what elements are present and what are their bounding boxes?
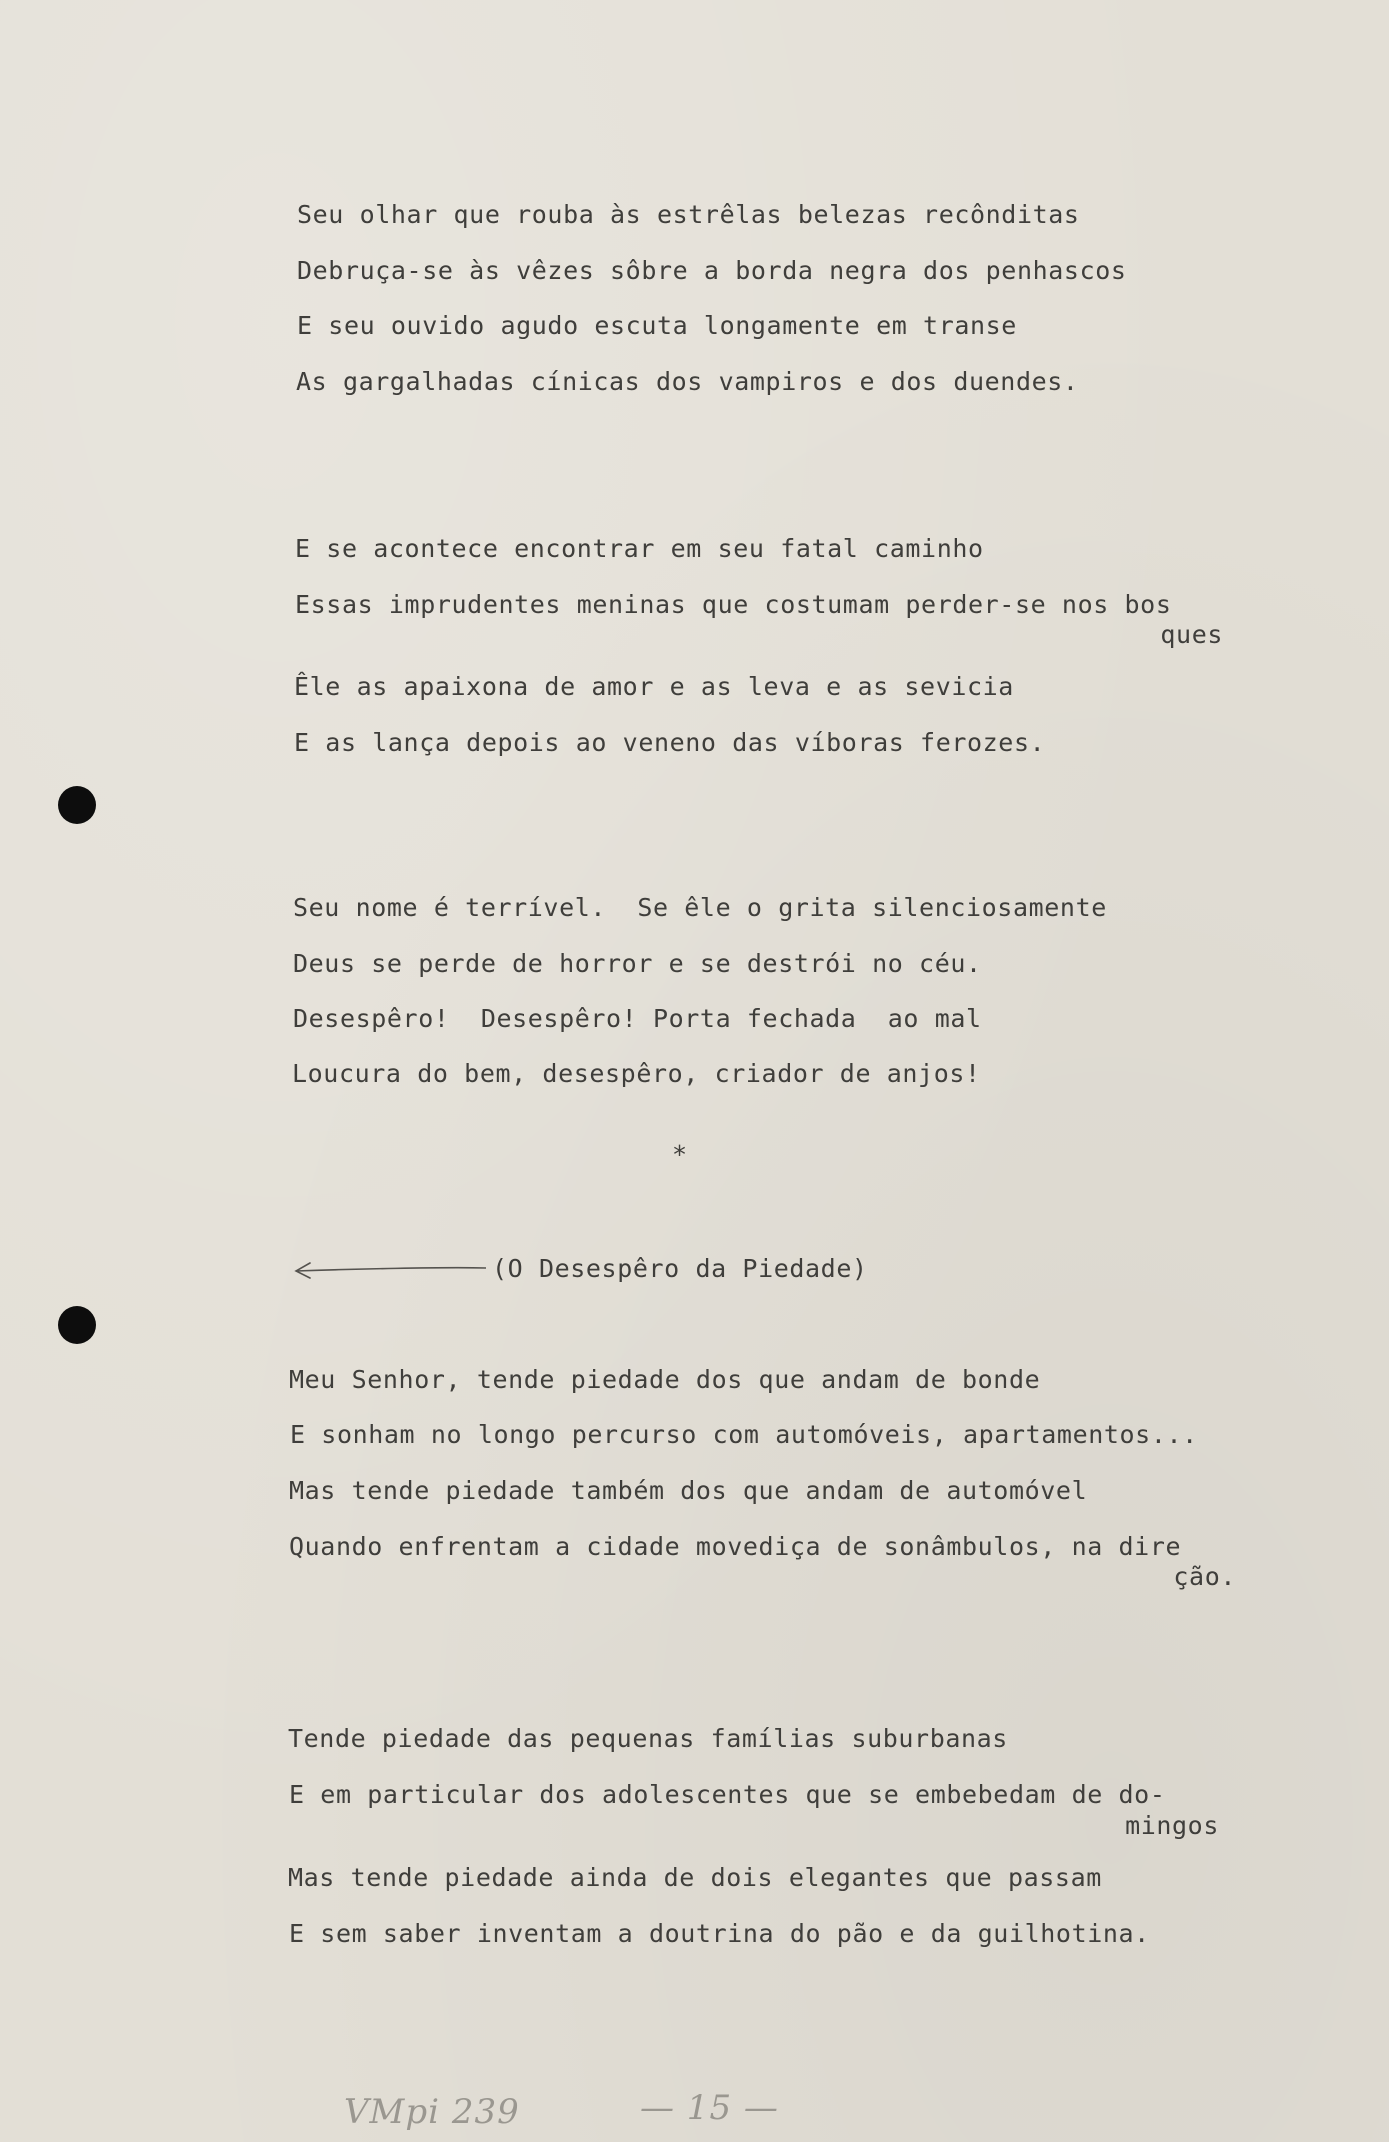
stanza5-line4: E sem saber inventam a doutrina do pão e da guilhotina. [289, 1919, 1150, 1948]
stanza2-line4: E as lança depois ao veneno das víboras ferozes. [294, 728, 1046, 757]
stanza3-line2: Deus se perde de horror e se destrói no céu. [293, 949, 982, 978]
stanza1-line1: Seu olhar que rouba às estrêlas belezas recônditas [297, 200, 1080, 229]
stanza5-line2: E em particular dos adolescentes que se embebedam de do- [289, 1780, 1166, 1809]
stanza5-line1: Tende piedade das pequenas famílias suburbanas [288, 1724, 1008, 1753]
punch-hole-bottom [58, 1306, 96, 1344]
stanza4-line1: Meu Senhor, tende piedade dos que andam de bonde [289, 1365, 1041, 1394]
stanza3-line1: Seu nome é terrível. Se êle o grita silenciosamente [293, 893, 1107, 922]
stanza1-line3: E seu ouvido agudo escuta longamente em transe [297, 311, 1017, 340]
stanza4-line4-continuation: ção. [1173, 1562, 1236, 1591]
page-number: — 15 — [640, 2088, 779, 2128]
stanza3-line3: Desespêro! Desespêro! Porta fechada ao mal [293, 1004, 982, 1033]
arrow-left-icon [292, 1257, 488, 1281]
stanza3-line4: Loucura do bem, desespêro, criador de anjos! [292, 1059, 981, 1088]
section-separator: * [672, 1140, 688, 1169]
stanza1-line4: As gargalhadas cínicas dos vampiros e dos duendes. [296, 367, 1079, 396]
section-title: (O Desespêro da Piedade) [492, 1254, 868, 1283]
stanza2-line1: E se acontece encontrar em seu fatal caminho [295, 534, 984, 563]
punch-hole-top [58, 786, 96, 824]
stanza4-line2: E sonham no longo percurso com automóveis, apartamentos... [290, 1420, 1198, 1449]
stanza2-line3: Êle as apaixona de amor e as leva e as sevicia [294, 672, 1014, 701]
stanza4-line4: Quando enfrentam a cidade movediça de sonâmbulos, na dire [289, 1532, 1182, 1561]
stanza5-line2-continuation: mingos [1125, 1811, 1219, 1840]
stanza1-line2: Debruça-se às vêzes sôbre a borda negra dos penhascos [297, 256, 1127, 285]
stanza4-line3: Mas tende piedade também dos que andam de automóvel [289, 1476, 1088, 1505]
stanza2-line2: Essas imprudentes meninas que costumam perder-se nos bos [295, 590, 1172, 619]
stanza5-line3: Mas tende piedade ainda de dois elegantes que passam [288, 1863, 1102, 1892]
archive-code: VMpi 239 [344, 2092, 520, 2132]
stanza2-line2-continuation: ques [1160, 620, 1223, 649]
